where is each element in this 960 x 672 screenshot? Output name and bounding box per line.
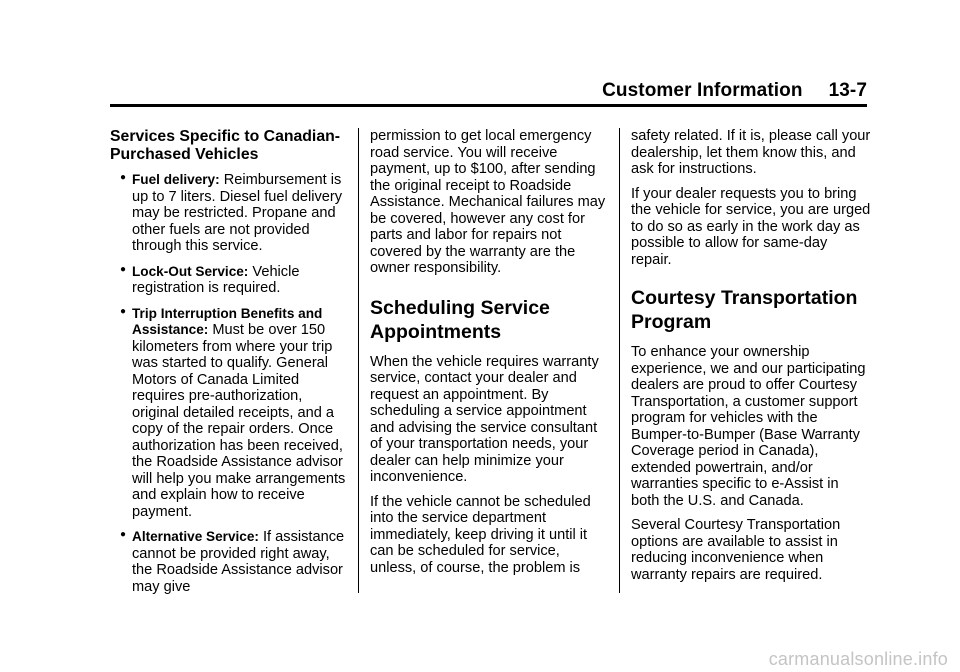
list-item-text: If assistance cannot be provided right away, the Roadside Assistance advisor may give [132,529,345,595]
bullet-icon: ● [120,305,127,317]
paragraph: If the vehicle cannot be scheduled into the service department immediately, keep driving it until it can be scheduled for service, unless, of course, the problem is [370,493,591,576]
list-item-text: Vehicle registration is required. [132,263,300,296]
paragraph: When the vehicle requires warranty service, contact your dealer and request an appointment. By scheduling a service appointment and advising the service consultant of your transportation needs, your dealer can help minimize your inconvenience. [370,353,599,485]
list-item [110,306,350,521]
canadian-services-list [110,172,350,595]
column-3 [631,128,871,591]
continued-text: permission to get local emergency road service. You will receive payment, up to $100, after sending the original receipt to Roadside Assistance. Mechanical failures may be covered, however any cost for parts and labor for repairs not covered by the warranty are the owner responsibility. [370,128,606,276]
list-item-term: Lock-Out Service: [132,263,249,279]
column-divider-2 [619,128,620,593]
bullet-icon: ● [120,263,127,275]
paragraph: If your dealer requests you to bring the vehicle for service, you are urged to do so as early in the work day as possible to allow for same-day repair. [631,185,871,268]
column-1 [110,128,350,604]
bullet-icon: ● [120,172,127,183]
courtesy-heading: Courtesy Transportation Program [631,287,858,333]
list-item-term: Trip Interruption Benefits and Assistance: [132,305,323,337]
watermark: carmanualsonline.info [768,649,948,669]
list-item-text: Must be over 150 kilometers from where your trip was started to qualify. General Motors of Canada Limited requires pre-authorization, original detailed receipts, and a copy of the repair orders. Once authorization has been received, the Roadside Assistance advisor will help you make arrangements and explain how to receive payment. [132,322,346,520]
list-item-term: Alternative Service: [132,529,259,544]
list-item-term: Fuel delivery: [132,172,220,187]
header-rule [110,104,867,107]
paragraph: To enhance your ownership experience, we and our participating dealers are proud to offer Courtesy Transportation, a customer support program for vehicles with the Bumper-to-Bumper (Base Warranty Coverage period in Canada), extended powertrain, and/or warranties specific to e-Assist in both the U.S. and Canada. [631,344,866,509]
paragraph: Several Courtesy Transportation options are available to assist in reducing inconvenience when warranty repairs are required. [631,517,841,583]
list-item-text: Reimbursement is up to 7 liters. Diesel fuel delivery may be restricted. Propane and other fuels are not provided through this service. [132,172,343,254]
page-header [110,80,867,102]
bullet-icon: ● [120,529,127,540]
list-item [110,172,350,255]
list-item [110,529,350,595]
paragraph: safety related. If it is, please call your dealership, let them know this, and ask for instructions. [631,128,871,177]
canadian-services-heading: Services Specific to Canadian-Purchased Vehicles [110,128,341,163]
column-divider-1 [358,128,359,593]
section-title: Customer Information [602,80,803,101]
page-number: 13-7 [828,80,867,101]
column-2 [370,128,610,584]
list-item [110,264,350,297]
scheduling-heading: Scheduling Service Appointments [370,296,550,343]
